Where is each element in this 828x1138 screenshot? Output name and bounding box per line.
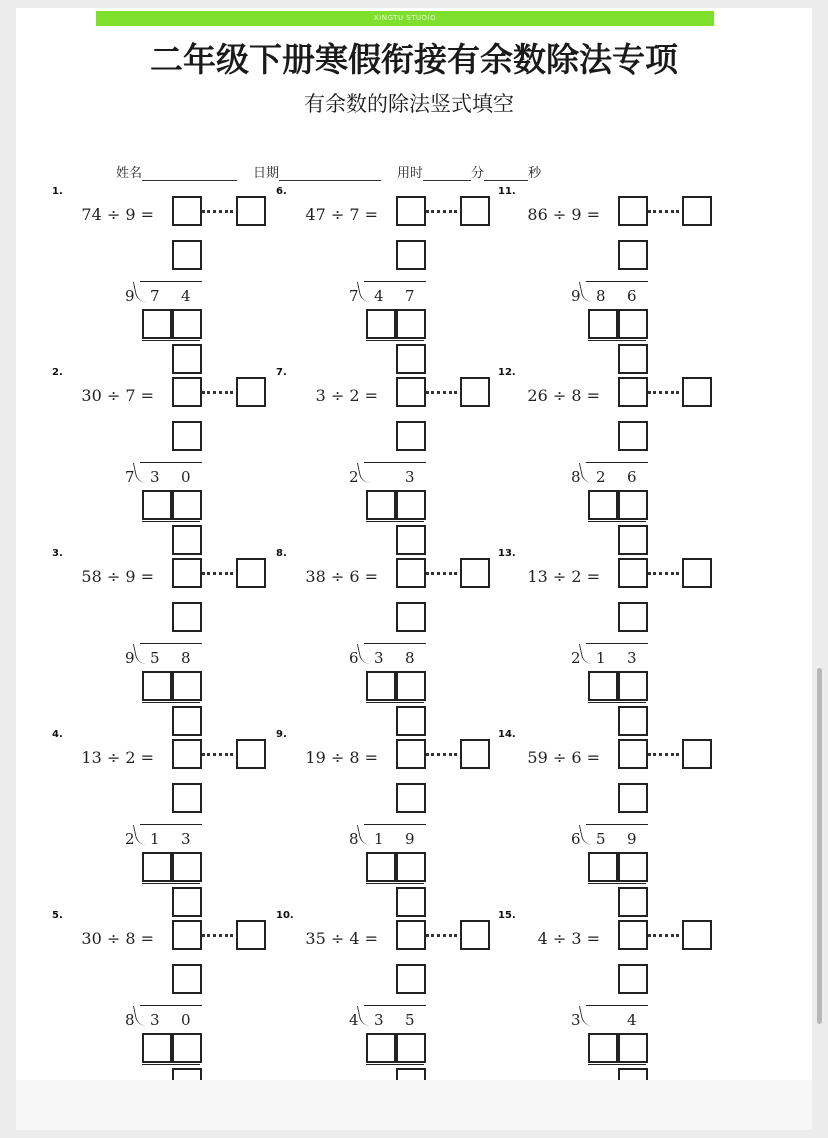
product-tens-box[interactable] [366, 490, 396, 520]
subtraction-line [142, 340, 200, 341]
product-ones-box[interactable] [172, 852, 202, 882]
student-info-line [116, 162, 557, 181]
divisor-digit: 9 [125, 287, 135, 305]
product-tens-box[interactable] [142, 309, 172, 339]
quotient-digit-box[interactable] [396, 602, 426, 632]
watermark-text: XINGTU STUDIO [373, 14, 437, 22]
division-bracket [357, 644, 370, 664]
division-vinculum [140, 643, 202, 644]
quotient-box[interactable] [618, 920, 648, 950]
dividend-tens-digit: 4 [374, 287, 384, 305]
problem-number: 7. [276, 367, 287, 378]
division-vinculum [364, 281, 426, 282]
subtraction-line [588, 883, 646, 884]
remainder-dots [202, 753, 233, 756]
product-tens-box[interactable] [588, 671, 618, 701]
subtraction-line [142, 1064, 200, 1065]
subtraction-line [588, 702, 646, 703]
product-tens-box[interactable] [142, 671, 172, 701]
divisor-digit: 3 [571, 1011, 581, 1029]
division-bracket [579, 644, 592, 664]
divisor-digit: 8 [125, 1011, 135, 1029]
worksheet-subtitle: 有余数的除法竖式填空 [304, 92, 514, 116]
product-tens-box[interactable] [142, 1033, 172, 1063]
product-tens-box[interactable] [142, 852, 172, 882]
problem-6 [276, 186, 516, 361]
problem-number: 8. [276, 548, 287, 559]
dividend-ones-digit: 9 [627, 830, 637, 848]
dividend-ones-digit: 5 [405, 1011, 415, 1029]
division-bracket [133, 644, 146, 664]
dividend-ones-digit: 8 [405, 649, 415, 667]
division-vinculum [364, 824, 426, 825]
dividend-tens-digit: 7 [150, 287, 160, 305]
remainder-dots [648, 934, 679, 937]
remainder-box[interactable] [460, 377, 490, 407]
problem-12 [498, 367, 738, 542]
remainder-box[interactable] [682, 558, 712, 588]
remainder-box[interactable] [682, 377, 712, 407]
problem-equation: 38 ÷ 6 = [305, 567, 378, 586]
dividend-tens-digit: 5 [150, 649, 160, 667]
seconds-label: 秒 [528, 166, 542, 181]
quotient-box[interactable] [172, 920, 202, 950]
remainder-box[interactable] [682, 196, 712, 226]
division-bracket [133, 825, 146, 845]
quotient-box[interactable] [618, 377, 648, 407]
dividend-tens-digit: 3 [374, 649, 384, 667]
product-ones-box[interactable] [396, 852, 426, 882]
problem-equation: 86 ÷ 9 = [527, 205, 600, 224]
division-vinculum [364, 1005, 426, 1006]
remainder-dots [426, 572, 457, 575]
subtraction-line [142, 521, 200, 522]
product-tens-box[interactable] [142, 490, 172, 520]
dividend-tens-digit: 5 [596, 830, 606, 848]
product-ones-box[interactable] [396, 309, 426, 339]
problem-number: 12. [498, 367, 516, 378]
remainder-dots [426, 753, 457, 756]
problem-15 [498, 910, 738, 1085]
remainder-box[interactable] [236, 920, 266, 950]
remainder-dots [648, 753, 679, 756]
quotient-box[interactable] [172, 377, 202, 407]
quotient-box[interactable] [618, 558, 648, 588]
product-tens-box[interactable] [366, 1033, 396, 1063]
dividend-ones-digit: 4 [627, 1011, 637, 1029]
quotient-digit-box[interactable] [396, 240, 426, 270]
problem-10 [276, 910, 516, 1085]
name-field[interactable] [116, 162, 237, 181]
division-vinculum [586, 643, 648, 644]
quotient-digit-box[interactable] [396, 421, 426, 451]
division-bracket [357, 825, 370, 845]
dividend-ones-digit: 6 [627, 468, 637, 486]
dividend-tens-digit: 3 [150, 468, 160, 486]
divisor-digit: 6 [349, 649, 359, 667]
worksheet-page [16, 8, 812, 1130]
subtraction-line [142, 883, 200, 884]
quotient-digit-box[interactable] [172, 964, 202, 994]
problem-2 [52, 367, 292, 542]
scrollbar-thumb[interactable] [817, 668, 822, 1024]
dividend-ones-digit: 3 [405, 468, 415, 486]
quotient-digit-box[interactable] [172, 783, 202, 813]
dividend-ones-digit: 7 [405, 287, 415, 305]
problem-equation: 59 ÷ 6 = [527, 748, 600, 767]
divisor-digit: 7 [349, 287, 359, 305]
problem-number: 9. [276, 729, 287, 740]
problem-number: 10. [276, 910, 294, 921]
problem-equation: 30 ÷ 8 = [81, 929, 154, 948]
product-ones-box[interactable] [172, 671, 202, 701]
remainder-dots [648, 572, 679, 575]
remainder-dots [202, 572, 233, 575]
quotient-box[interactable] [618, 739, 648, 769]
division-bracket [357, 282, 370, 302]
quotient-box[interactable] [172, 558, 202, 588]
quotient-box[interactable] [396, 739, 426, 769]
subtraction-line [366, 1064, 424, 1065]
dividend-ones-digit: 0 [181, 468, 191, 486]
problem-number: 6. [276, 186, 287, 197]
division-bracket [133, 1006, 146, 1026]
subtraction-line [588, 521, 646, 522]
quotient-digit-box[interactable] [172, 240, 202, 270]
divisor-digit: 8 [571, 468, 581, 486]
dividend-tens-digit: 1 [596, 649, 606, 667]
quotient-box[interactable] [396, 377, 426, 407]
dividend-tens-digit: 1 [150, 830, 160, 848]
division-bracket [133, 282, 146, 302]
problem-number: 3. [52, 548, 63, 559]
problem-equation: 3 ÷ 2 = [315, 386, 378, 405]
remainder-box[interactable] [460, 920, 490, 950]
quotient-digit-box[interactable] [618, 602, 648, 632]
quotient-digit-box[interactable] [396, 964, 426, 994]
subtraction-line [366, 340, 424, 341]
problem-5 [52, 910, 292, 1085]
product-tens-box[interactable] [588, 852, 618, 882]
date-label: 日期 [253, 166, 280, 181]
problem-14 [498, 729, 738, 904]
subtraction-line [142, 702, 200, 703]
dividend-tens-digit: 3 [374, 1011, 384, 1029]
remainder-box[interactable] [460, 558, 490, 588]
problem-equation: 74 ÷ 9 = [81, 205, 154, 224]
time-label: 用时 [397, 166, 424, 181]
remainder-box[interactable] [460, 196, 490, 226]
remainder-box[interactable] [236, 739, 266, 769]
division-bracket [579, 282, 592, 302]
product-tens-box[interactable] [366, 852, 396, 882]
division-vinculum [140, 1005, 202, 1006]
divisor-digit: 7 [125, 468, 135, 486]
division-vinculum [364, 462, 426, 463]
product-ones-box[interactable] [172, 490, 202, 520]
product-ones-box[interactable] [618, 852, 648, 882]
subtraction-line [588, 1064, 646, 1065]
problem-9 [276, 729, 516, 904]
product-ones-box[interactable] [618, 1033, 648, 1063]
divisor-digit: 2 [571, 649, 581, 667]
problem-number: 11. [498, 186, 516, 197]
product-ones-box[interactable] [172, 1033, 202, 1063]
page-bottom-edge [16, 1080, 812, 1130]
product-ones-box[interactable] [172, 309, 202, 339]
date-field[interactable] [253, 162, 381, 181]
remainder-box[interactable] [682, 739, 712, 769]
division-bracket [133, 463, 146, 483]
dividend-ones-digit: 0 [181, 1011, 191, 1029]
problem-equation: 13 ÷ 2 = [527, 567, 600, 586]
problem-equation: 4 ÷ 3 = [537, 929, 600, 948]
division-vinculum [586, 824, 648, 825]
division-vinculum [140, 462, 202, 463]
problem-number: 15. [498, 910, 516, 921]
time-field[interactable] [397, 162, 541, 181]
division-vinculum [140, 281, 202, 282]
problem-equation: 35 ÷ 4 = [305, 929, 378, 948]
remainder-dots [202, 210, 233, 213]
problem-number: 4. [52, 729, 63, 740]
problem-number: 14. [498, 729, 516, 740]
division-bracket [357, 463, 370, 483]
remainder-dots [648, 391, 679, 394]
watermark-bar [96, 11, 714, 26]
quotient-digit-box[interactable] [618, 964, 648, 994]
dividend-tens-digit: 3 [150, 1011, 160, 1029]
dividend-ones-digit: 6 [627, 287, 637, 305]
division-vinculum [364, 643, 426, 644]
quotient-box[interactable] [396, 196, 426, 226]
problem-number: 13. [498, 548, 516, 559]
problem-8 [276, 548, 516, 723]
divisor-digit: 8 [349, 830, 359, 848]
quotient-digit-box[interactable] [396, 783, 426, 813]
product-ones-box[interactable] [618, 490, 648, 520]
quotient-digit-box[interactable] [618, 240, 648, 270]
divisor-digit: 2 [349, 468, 359, 486]
minutes-label: 分 [471, 166, 485, 181]
problem-7 [276, 367, 516, 542]
subtraction-line [588, 340, 646, 341]
divisor-digit: 6 [571, 830, 581, 848]
product-tens-box[interactable] [588, 309, 618, 339]
quotient-digit-box[interactable] [618, 783, 648, 813]
remainder-dots [648, 210, 679, 213]
quotient-box[interactable] [396, 558, 426, 588]
division-vinculum [140, 824, 202, 825]
division-vinculum [586, 281, 648, 282]
quotient-box[interactable] [618, 196, 648, 226]
product-tens-box[interactable] [366, 309, 396, 339]
remainder-dots [426, 391, 457, 394]
problem-13 [498, 548, 738, 723]
remainder-dots [426, 210, 457, 213]
product-ones-box[interactable] [618, 671, 648, 701]
problem-number: 1. [52, 186, 63, 197]
worksheet-title: 二年级下册寒假衔接有余数除法专项 [150, 40, 678, 79]
problem-equation: 47 ÷ 7 = [305, 205, 378, 224]
problem-1 [52, 186, 292, 361]
subtraction-line [366, 702, 424, 703]
dividend-ones-digit: 8 [181, 649, 191, 667]
dividend-ones-digit: 3 [181, 830, 191, 848]
remainder-dots [426, 934, 457, 937]
quotient-digit-box[interactable] [172, 602, 202, 632]
quotient-digit-box[interactable] [618, 421, 648, 451]
division-bracket [579, 463, 592, 483]
division-vinculum [586, 1005, 648, 1006]
division-bracket [579, 825, 592, 845]
divisor-digit: 4 [349, 1011, 359, 1029]
product-tens-box[interactable] [588, 490, 618, 520]
problem-equation: 13 ÷ 2 = [81, 748, 154, 767]
product-ones-box[interactable] [396, 671, 426, 701]
remainder-box[interactable] [236, 196, 266, 226]
subtraction-line [366, 883, 424, 884]
problem-4 [52, 729, 292, 904]
division-bracket [579, 1006, 592, 1026]
divisor-digit: 2 [125, 830, 135, 848]
dividend-ones-digit: 9 [405, 830, 415, 848]
remainder-box[interactable] [236, 558, 266, 588]
product-tens-box[interactable] [366, 671, 396, 701]
problem-3 [52, 548, 292, 723]
divisor-digit: 9 [571, 287, 581, 305]
quotient-box[interactable] [172, 196, 202, 226]
dividend-ones-digit: 3 [627, 649, 637, 667]
problem-equation: 58 ÷ 9 = [81, 567, 154, 586]
remainder-box[interactable] [460, 739, 490, 769]
quotient-box[interactable] [396, 920, 426, 950]
name-label: 姓名 [116, 166, 143, 181]
product-ones-box[interactable] [618, 309, 648, 339]
divisor-digit: 9 [125, 649, 135, 667]
problem-number: 5. [52, 910, 63, 921]
remainder-box[interactable] [682, 920, 712, 950]
product-ones-box[interactable] [396, 490, 426, 520]
division-bracket [357, 1006, 370, 1026]
problem-11 [498, 186, 738, 361]
dividend-tens-digit: 8 [596, 287, 606, 305]
dividend-tens-digit: 2 [596, 468, 606, 486]
division-vinculum [586, 462, 648, 463]
remainder-dots [202, 391, 233, 394]
problem-equation: 19 ÷ 8 = [305, 748, 378, 767]
problem-number: 2. [52, 367, 63, 378]
quotient-box[interactable] [172, 739, 202, 769]
remainder-box[interactable] [236, 377, 266, 407]
dividend-tens-digit: 1 [374, 830, 384, 848]
subtraction-line [366, 521, 424, 522]
problem-equation: 30 ÷ 7 = [81, 386, 154, 405]
product-ones-box[interactable] [396, 1033, 426, 1063]
quotient-digit-box[interactable] [172, 421, 202, 451]
dividend-ones-digit: 4 [181, 287, 191, 305]
problem-equation: 26 ÷ 8 = [527, 386, 600, 405]
remainder-dots [202, 934, 233, 937]
product-tens-box[interactable] [588, 1033, 618, 1063]
